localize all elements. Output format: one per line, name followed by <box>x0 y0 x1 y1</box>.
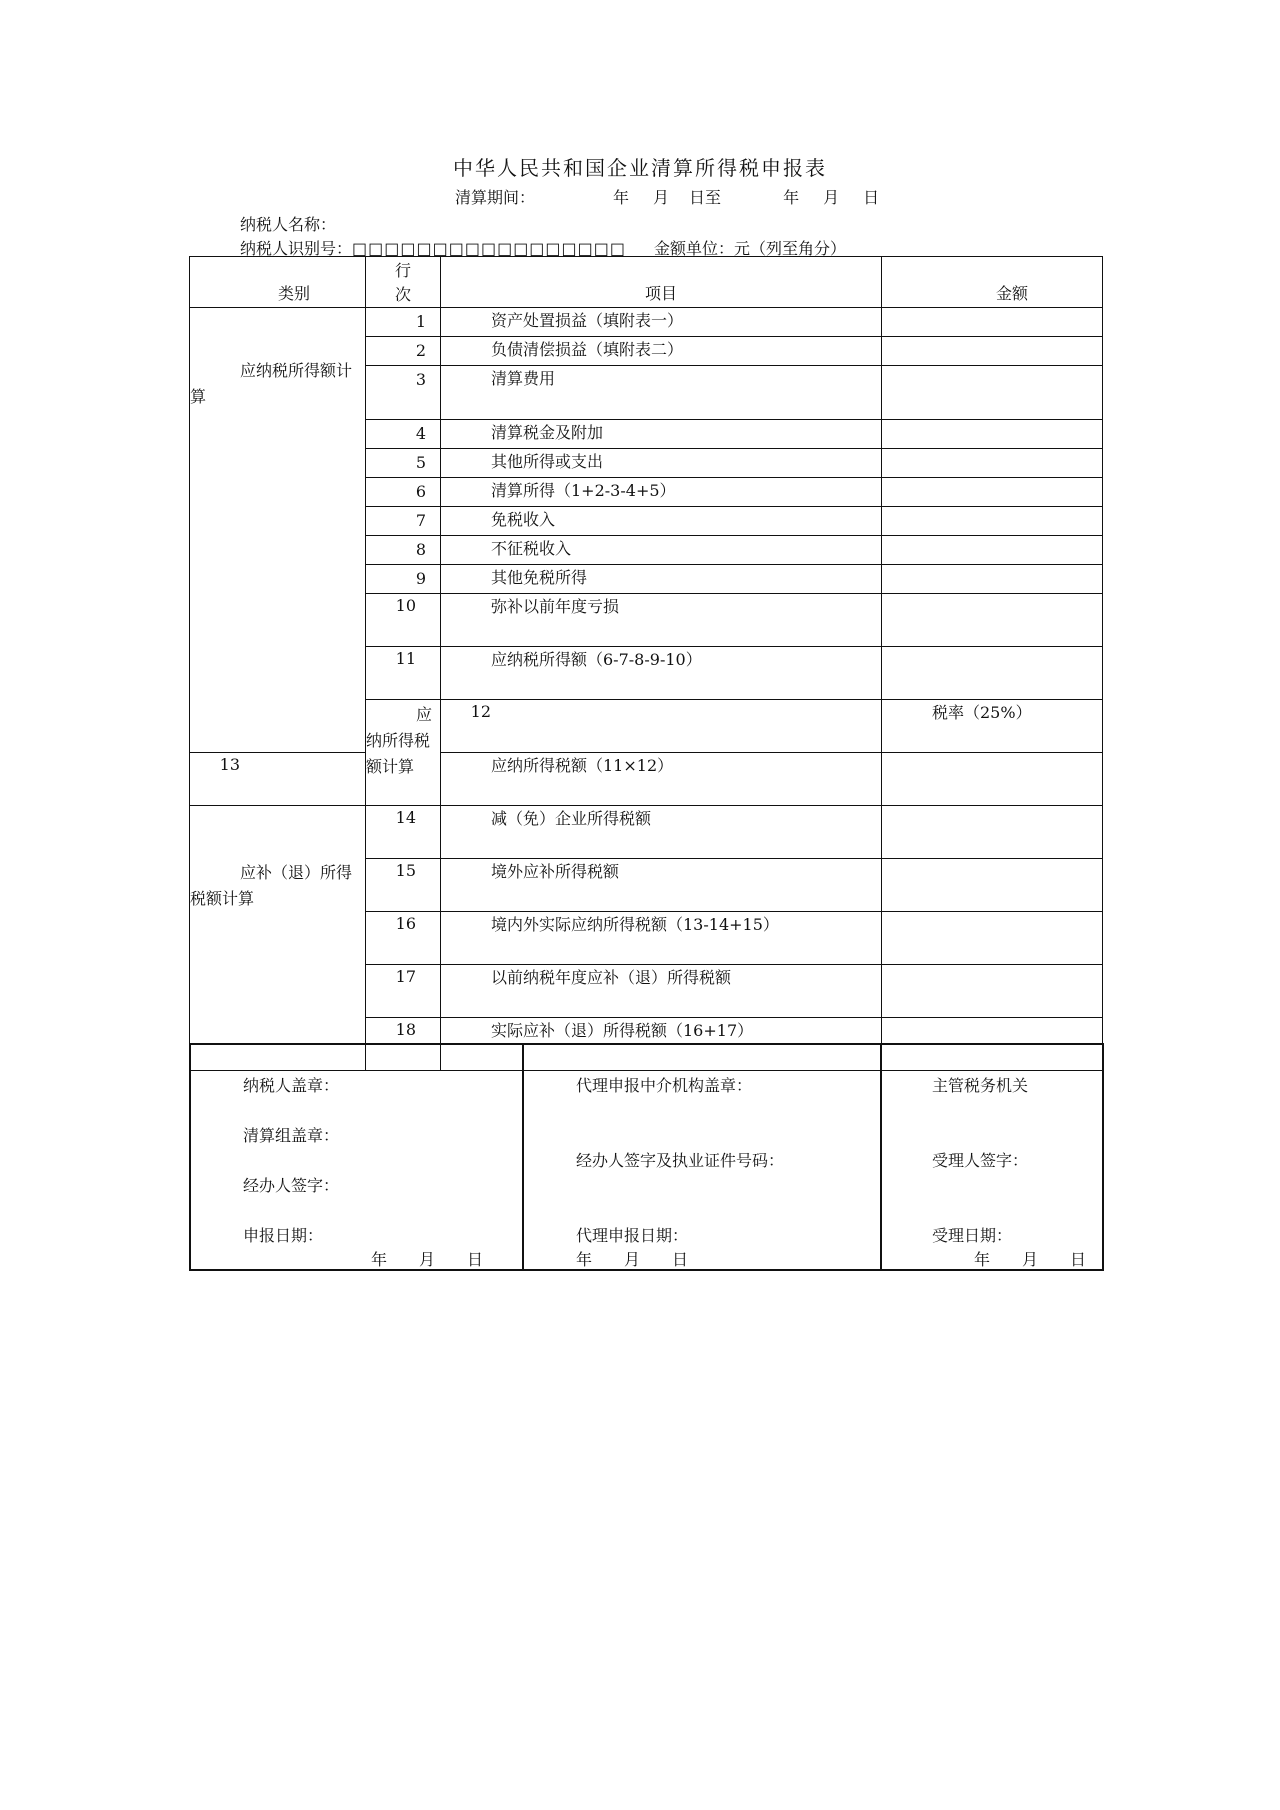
taxpayer-signature-box <box>190 1044 523 1270</box>
amount-cell[interactable] <box>882 965 1103 1018</box>
amount-cell[interactable] <box>882 753 1103 806</box>
receipt-date: 年 月 日 <box>974 1250 1087 1269</box>
signature-section <box>189 1043 1104 1271</box>
line-number: 9 <box>366 565 441 594</box>
period-start-year: 年 <box>613 188 630 207</box>
item-label: 境外应补所得税额 <box>441 859 882 912</box>
item-label: 负债清偿损益（填附表二） <box>441 337 882 366</box>
tax-authority-box <box>881 1044 1103 1270</box>
liquidation-group-seal-label: 清算组盖章： <box>243 1126 340 1145</box>
line-number: 3 <box>366 366 441 420</box>
line-number: 7 <box>366 507 441 536</box>
agency-date-label: 代理申报日期： <box>576 1226 689 1245</box>
category-tax-payable: 应纳所得税额计算 <box>366 700 441 806</box>
taxpayer-id-label: 纳税人识别号： <box>240 239 353 258</box>
table-header-row <box>190 257 1103 308</box>
line-number-cell <box>366 806 441 859</box>
line-number: 11 <box>395 649 416 668</box>
item-label: 应纳所得税额（11×12） <box>441 753 882 806</box>
line-number: 13 <box>219 755 240 774</box>
form-title: 中华人民共和国企业清算所得税申报表 <box>453 156 827 180</box>
period-end-year: 年 <box>783 188 800 207</box>
header-line: 行次 <box>366 257 441 308</box>
declaration-date: 年 月 日 <box>371 1250 484 1269</box>
line-number: 16 <box>395 914 416 933</box>
item-label: 清算费用 <box>441 366 882 420</box>
line-number: 6 <box>366 478 441 507</box>
item-label: 清算税金及附加 <box>441 420 882 449</box>
amount-cell[interactable] <box>882 806 1103 859</box>
amount-cell[interactable] <box>882 420 1103 449</box>
amount-cell[interactable] <box>882 647 1103 700</box>
amount-unit: 金额单位：元（列至角分） <box>654 239 847 258</box>
item-label: 减（免）企业所得税额 <box>441 806 882 859</box>
item-label: 免税收入 <box>441 507 882 536</box>
table-row <box>190 308 1103 337</box>
item-label: 应纳税所得额（6-7-8-9-10） <box>441 647 882 700</box>
amount-cell[interactable] <box>882 594 1103 647</box>
line-number: 4 <box>366 420 441 449</box>
period-label: 清算期间： <box>455 188 536 207</box>
header-item: 项目 <box>441 257 882 308</box>
table-row <box>190 806 1103 859</box>
line-number-cell <box>366 647 441 700</box>
declaration-date-label: 申报日期： <box>243 1226 324 1245</box>
line-number: 5 <box>366 449 441 478</box>
line-number: 10 <box>395 596 416 615</box>
item-label: 清算所得（1+2-3-4+5） <box>441 478 882 507</box>
line-number-cell <box>190 753 366 806</box>
taxpayer-id-boxes: □□□□□□□□□□□□□□□□□ <box>352 239 627 258</box>
line-number-cell <box>366 859 441 912</box>
period-start-month: 月 <box>653 188 670 207</box>
line-number-cell <box>366 594 441 647</box>
line-number-cell <box>441 700 882 753</box>
amount-cell[interactable] <box>882 912 1103 965</box>
item-label: 不征税收入 <box>441 536 882 565</box>
amount-cell[interactable] <box>882 507 1103 536</box>
period-start-day: 日至 <box>689 188 722 207</box>
item-label: 以前纳税年度应补（退）所得税额 <box>441 965 882 1018</box>
receiver-signature-label: 受理人签字： <box>932 1151 1029 1170</box>
amount-cell[interactable] <box>882 478 1103 507</box>
line-number: 2 <box>366 337 441 366</box>
amount-cell[interactable] <box>882 449 1103 478</box>
liquidation-period <box>455 185 879 208</box>
category-tax-adjustment: 应补（退）所得税额计算 <box>190 806 366 1071</box>
header-category: 类别 <box>190 257 366 308</box>
category-taxable-income: 应纳税所得额计算 <box>190 308 366 753</box>
amount-cell[interactable] <box>882 859 1103 912</box>
item-label: 境内外实际应纳所得税额（13-14+15） <box>441 912 882 965</box>
item-label: 其他所得或支出 <box>441 449 882 478</box>
agency-seal-label: 代理申报中介机构盖章： <box>576 1076 753 1095</box>
header-amount: 金额 <box>882 257 1103 308</box>
line-number: 14 <box>395 808 416 827</box>
handler-signature-label: 经办人签字： <box>243 1176 340 1195</box>
receipt-date-label: 受理日期： <box>932 1226 1013 1245</box>
amount-cell[interactable] <box>882 337 1103 366</box>
line-number-cell <box>366 965 441 1018</box>
item-label: 其他免税所得 <box>441 565 882 594</box>
amount-cell[interactable] <box>882 565 1103 594</box>
line-number: 12 <box>470 702 491 721</box>
item-label: 税率（25%） <box>882 700 1103 753</box>
line-number: 18 <box>395 1020 416 1039</box>
line-number: 1 <box>366 308 441 337</box>
table-row <box>190 753 1103 806</box>
agency-signature-box <box>523 1044 881 1270</box>
tax-authority-label: 主管税务机关 <box>932 1076 1029 1095</box>
line-number: 15 <box>395 861 416 880</box>
taxpayer-name-label: 纳税人名称： <box>240 215 337 234</box>
item-label: 弥补以前年度亏损 <box>441 594 882 647</box>
taxpayer-seal-label: 纳税人盖章： <box>243 1076 340 1095</box>
item-label: 实际应补（退）所得税额（16+17） <box>441 1018 882 1071</box>
amount-cell[interactable] <box>882 308 1103 337</box>
amount-cell[interactable] <box>882 366 1103 420</box>
agency-handler-label: 经办人签字及执业证件号码： <box>576 1151 785 1170</box>
item-label: 资产处置损益（填附表一） <box>441 308 882 337</box>
period-end-day: 日 <box>863 188 880 207</box>
amount-cell[interactable] <box>882 536 1103 565</box>
declaration-table <box>189 256 1103 1071</box>
period-end-month: 月 <box>823 188 840 207</box>
line-number-cell <box>366 912 441 965</box>
agency-date: 年 月 日 <box>576 1250 689 1269</box>
line-number: 17 <box>395 967 416 986</box>
line-number: 8 <box>366 536 441 565</box>
